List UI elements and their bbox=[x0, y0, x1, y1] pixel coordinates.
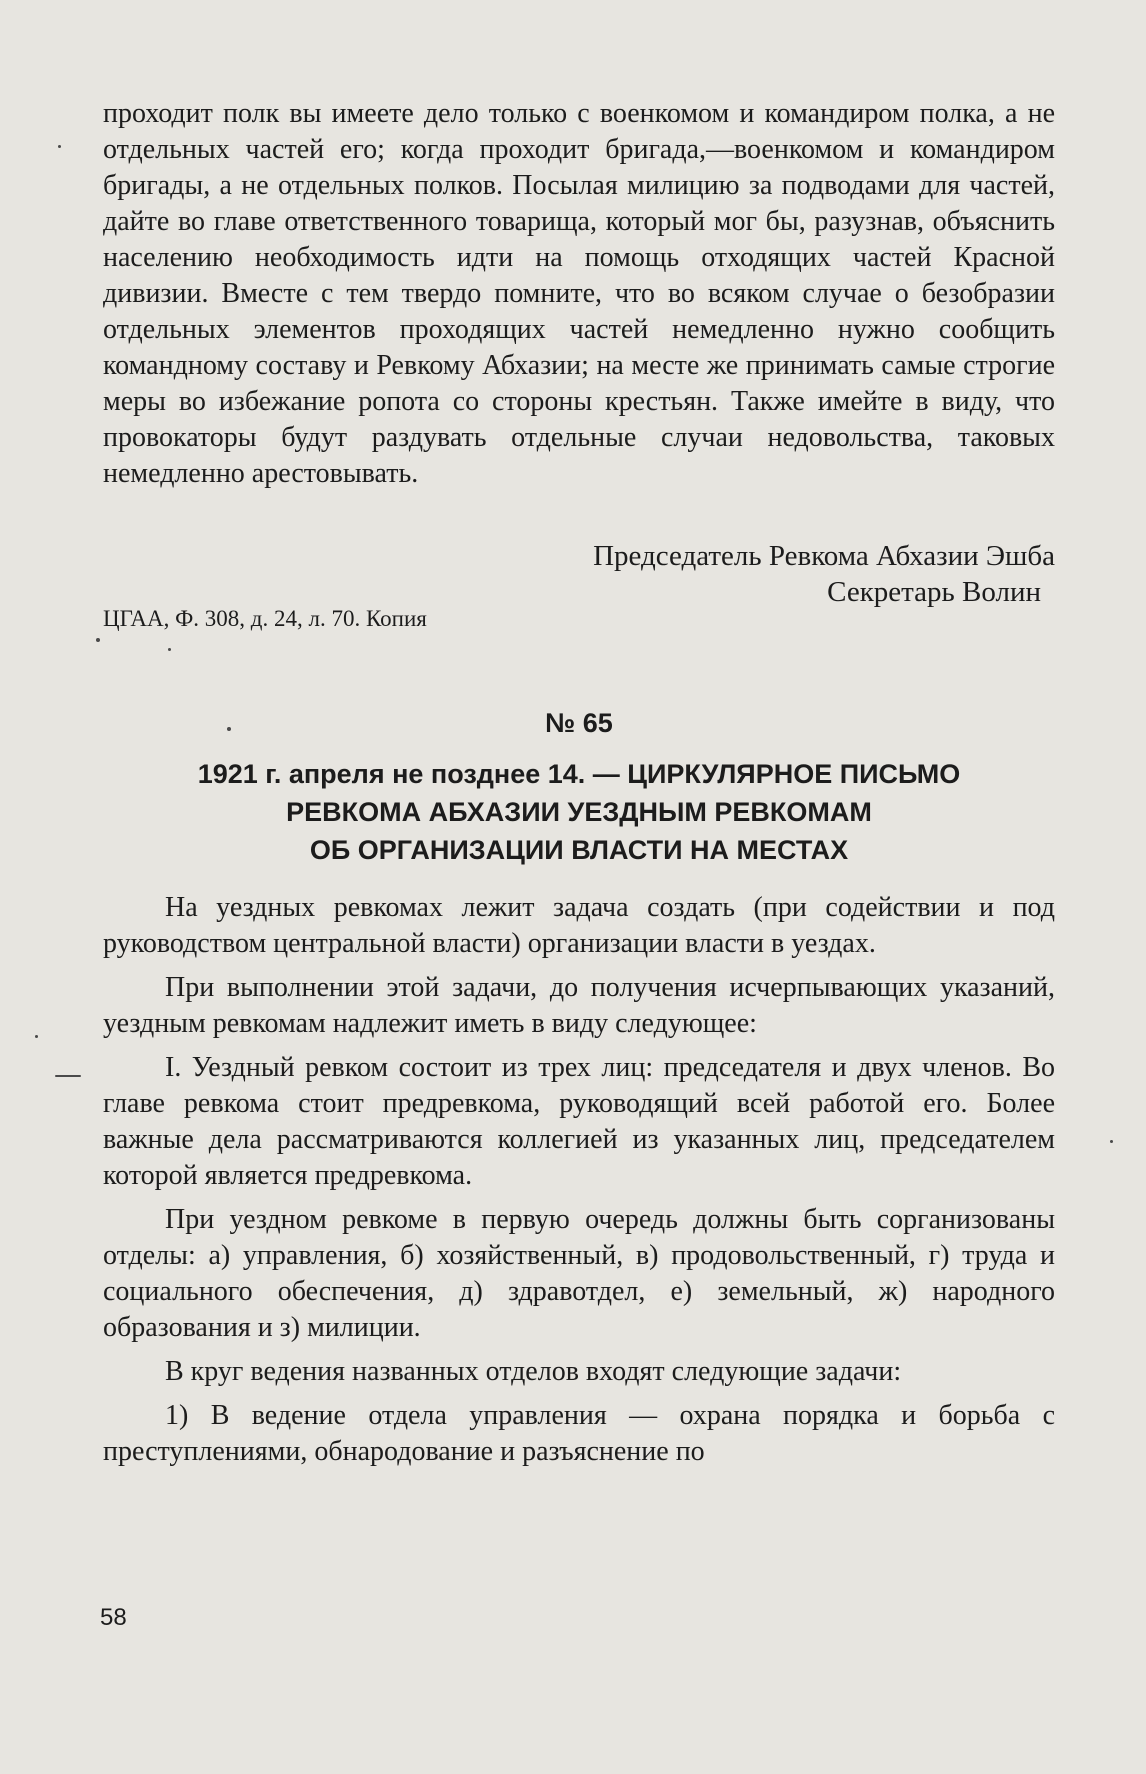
body-paragraph-2: При выполнении этой задачи, до получения исчерпывающих указаний, уездным ревкомам надлежит иметь в виду следующее: bbox=[103, 972, 1055, 1039]
continuation-paragraph: проходит полк вы имеете дело только с военкомом и командиром полка, а не отдельных частей его; когда проходит бригада,—военкомом и командиром бригады, а не отдельных полков. Посылая милицию за подводами для частей, дайте во главе ответственного товарища, который мог бы, разузнав, объяснить населению необходимость идти на помощь отходящих частей Красной дивизии. Вместе с тем твердо помните, что во всяком случае о безобразии отдельных элементов проходящих частей немедленно нужно сообщить командному составу и Ревкому Абхазии; на месте же принимать самые строгие меры во избежание ропота со стороны крестьян. Также имейте в виду, что провокаторы будут раздувать отдельные случаи недовольства, таковых немедленно арестовывать. bbox=[103, 98, 1055, 489]
scan-speck bbox=[58, 145, 61, 148]
secretary-signature: Секретарь Волин bbox=[827, 576, 1041, 608]
document-body bbox=[103, 890, 1055, 1470]
document-number: № 65 bbox=[545, 708, 613, 738]
body-paragraph-5: В круг ведения названных отделов входят следующие задачи: bbox=[165, 1356, 902, 1387]
chairman-signature: Председатель Ревкома Абхазии Эшба bbox=[593, 540, 1055, 572]
previous-document-continuation bbox=[103, 96, 1055, 492]
title-line-2: РЕВКОМА АБХАЗИИ УЕЗДНЫМ РЕВКОМАМ bbox=[286, 797, 872, 827]
body-paragraph-3: I. Уездный ревком состоит из трех лиц: председателя и двух членов. Во главе ревкома стоит предревкома, руководящий всей работой его. Более важные дела рассматриваются коллегией из указанных лиц, председателем которой является предревкома. bbox=[103, 1052, 1055, 1191]
page-number: 58 bbox=[100, 1604, 127, 1631]
scan-speck bbox=[35, 1035, 38, 1038]
scan-speck bbox=[227, 727, 231, 731]
scan-mark bbox=[55, 1075, 81, 1077]
title-line-3: ОБ ОРГАНИЗАЦИИ ВЛАСТИ НА МЕСТАХ bbox=[309, 835, 849, 865]
body-paragraph-1: На уездных ревкомах лежит задача создать (при содействии и под руководством центральной власти) организации власти в уездах. bbox=[103, 892, 1055, 959]
archive-source: ЦГАА, Ф. 308, д. 24, л. 70. Копия bbox=[103, 606, 427, 631]
body-paragraph-4: При уездном ревкоме в первую очередь должны быть сорганизованы отделы: а) управления, б) хозяйственный, в) продовольственный, г) труда и социального обеспечения, д) здравотдел, е) земельный, ж) народного образования и з) милиции. bbox=[103, 1204, 1055, 1343]
document-title bbox=[103, 755, 1055, 869]
scan-speck bbox=[168, 648, 171, 651]
scan-speck bbox=[96, 638, 100, 642]
scan-speck bbox=[1110, 1140, 1113, 1143]
signature-block bbox=[103, 538, 1055, 610]
title-line-1: 1921 г. апреля не позднее 14. — ЦИРКУЛЯРНОЕ ПИСЬМО bbox=[197, 759, 961, 789]
body-paragraph-6: 1) В ведение отдела управления — охрана порядка и борьба с преступлениями, обнародование и разъяснение по bbox=[103, 1400, 1055, 1467]
